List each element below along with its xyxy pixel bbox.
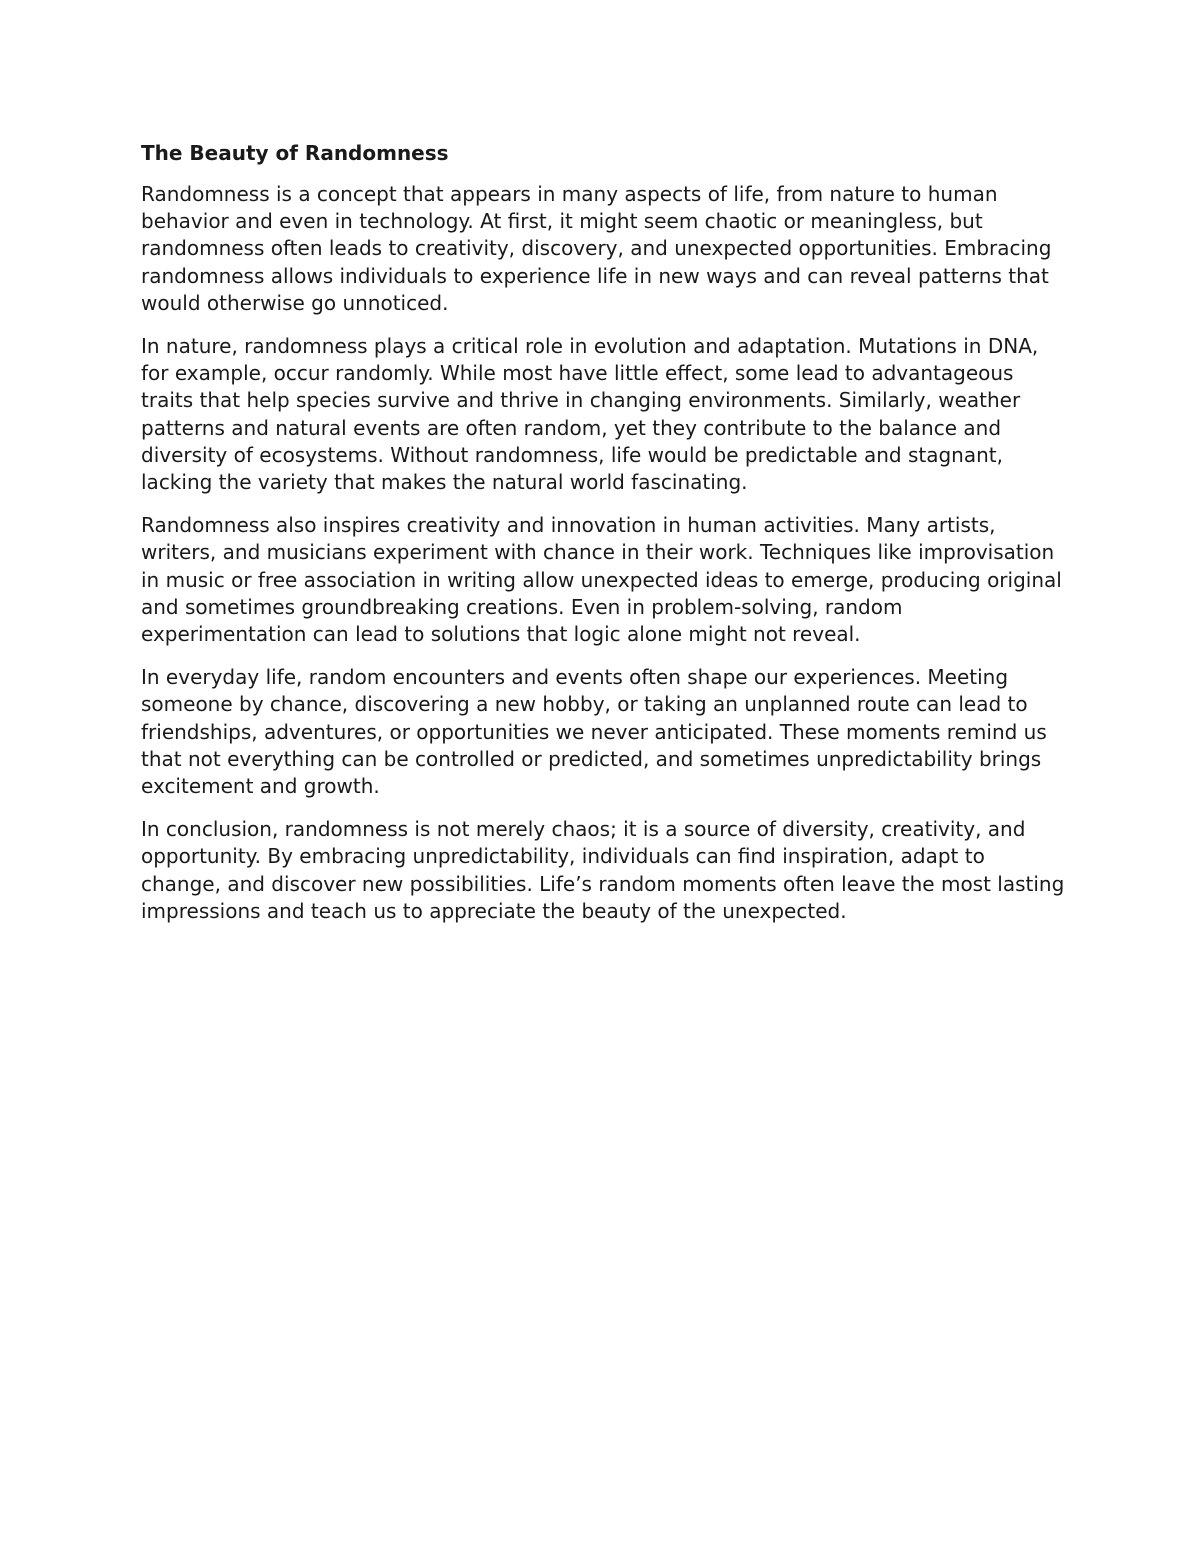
paragraph-nature: In nature, randomness plays a critical role in evolution and adaptation. Mutations in DNA, for example, occur randomly. While most have little effect, some lead to advantageous traits that help species survive and thrive in changing environments. Similarly, weather patterns and natural events are often random, yet they contribute to the balance and diversity of ecosystems. Without randomness, life would be predictable and stagnant, lacking the variety that makes the natural world fascinating. [141, 334, 1039, 495]
paragraph-creativity: Randomness also inspires creativity and innovation in human activities. Many artists, writers, and musicians experiment with chance in their work. Techniques like improvisation in music or free association in writing allow unexpected ideas to emerge, producing original and sometimes groundbreaking creations. Even in problem-solving, random experimentation can lead to solutions that logic alone might not reveal. [141, 513, 1062, 647]
document-title: The Beauty of Randomness [141, 141, 449, 165]
paragraph-everyday-life: In everyday life, random encounters and events often shape our experiences. Meeting someone by chance, discovering a new hobby, or taking an unplanned route can lead to friendships, adventures, or opportunities we never anticipated. These moments remind us that not everything can be controlled or predicted, and sometimes unpredictability brings excitement and growth. [141, 665, 1047, 799]
document-body [141, 138, 1071, 941]
paragraph-conclusion: In conclusion, randomness is not merely chaos; it is a source of diversity, creativity, and opportunity. By embracing unpredictability, individuals can find inspiration, adapt to change, and discover new possibilities. Life’s random moments often leave the most lasting impressions and teach us to appreciate the beauty of the unexpected. [141, 817, 1065, 923]
paragraph-introduction: Randomness is a concept that appears in many aspects of life, from nature to human behavior and even in technology. At first, it might seem chaotic or meaningless, but randomness often leads to creativity, discovery, and unexpected opportunities. Embracing randomness allows individuals to experience life in new ways and can reveal patterns that would otherwise go unnoticed. [141, 182, 1052, 315]
